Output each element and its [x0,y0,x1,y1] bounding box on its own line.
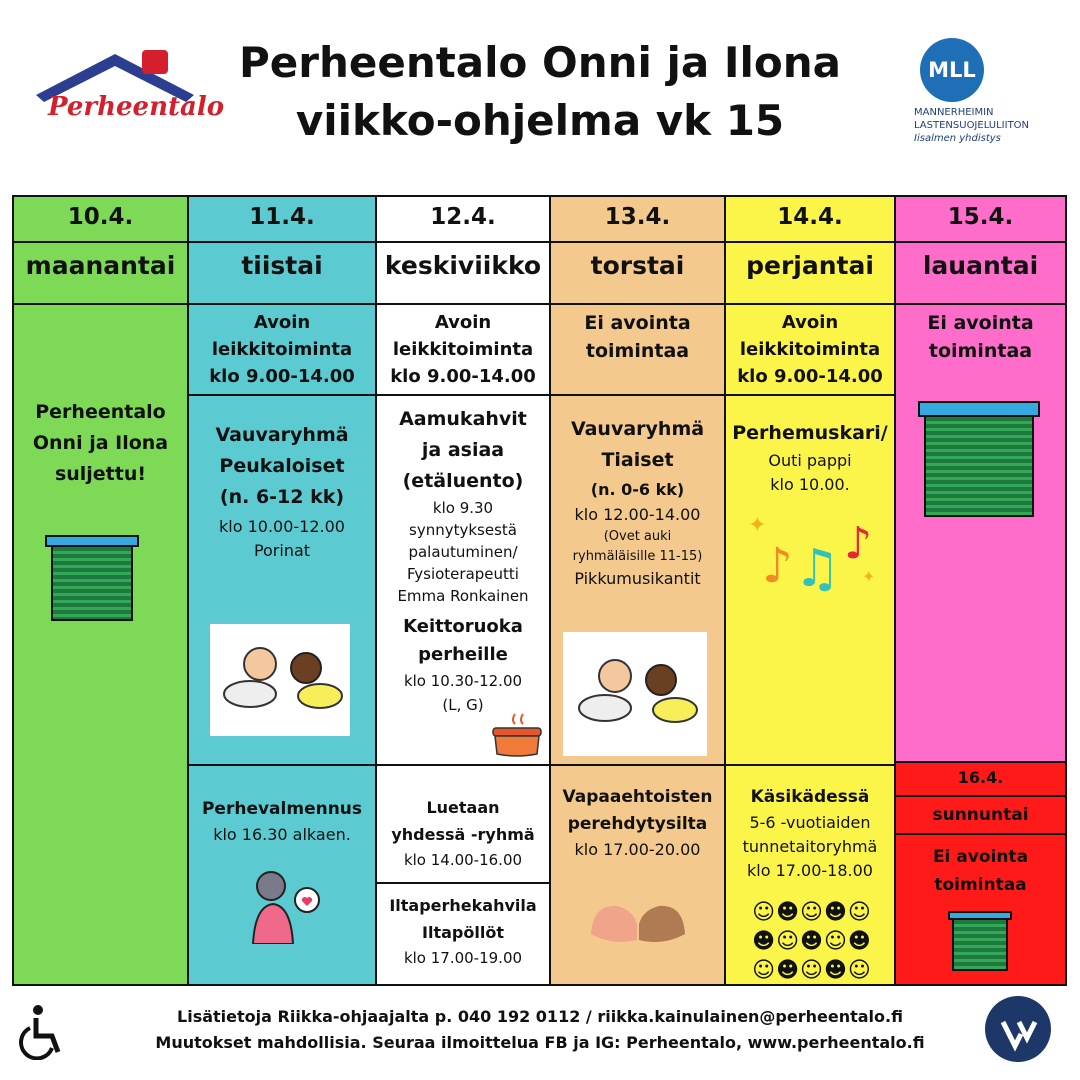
thursday-eve-line3: klo 17.00-20.00 [574,840,701,859]
wednesday-read-line2: yhdessä -ryhmä [391,825,535,844]
mll-logo-line3: Iisalmen yhdistys [914,133,1001,144]
svg-text:♪: ♪ [844,518,873,569]
crawling-babies-illustration [210,624,350,736]
thursday-closed-line2: toimintaa [585,340,690,362]
monday-line2: Onni ja Ilona [32,432,169,454]
mll-logo-badge: MLL [920,38,984,102]
friday-eve-line2: 5-6 -vuotiaiden [749,813,871,832]
date-friday: 14.4. [724,195,896,243]
closed-shutter-icon [45,535,139,621]
emoji-faces-icon: ☺☻☺☻☺ ☻☺☻☺☻ ☺☻☺☻☺ [752,900,872,983]
thursday-closed-cell [549,303,726,396]
day-friday: perjantai [724,241,896,305]
wednesday-open-line3: klo 9.00-14.00 [390,366,536,387]
thursday-baby-line5: (Ovet auki [603,529,672,544]
crawling-babies-illustration [563,632,707,756]
friday-open-line1: Avoin [781,312,839,333]
svg-text:✦: ✦ [748,513,767,538]
date-tuesday: 11.4. [187,195,377,243]
tuesday-eve-line2: klo 16.30 alkaen. [213,825,351,844]
day-saturday: lauantai [894,241,1067,305]
tuesday-baby-line4: klo 10.00-12.00 [219,517,345,536]
sunday-day-name: sunnuntai [894,795,1067,835]
thursday-eve-line1: Vapaaehtoisten [562,787,713,807]
date-wednesday: 12.4. [375,195,551,243]
perheentalo-logo [30,40,225,140]
friday-eve-line3: tunnetaitoryhmä [742,837,878,856]
wednesday-coffee-line3: (etäluento) [402,470,524,492]
tuesday-baby-line2: Peukaloiset [219,455,345,477]
wednesday-soup-line3: klo 10.30-12.00 [403,672,523,690]
wednesday-soup-line2: perheille [418,644,508,665]
saturday-closed-cell [894,303,1067,763]
wednesday-cafe-line1: Iltaperhekahvila [389,896,537,915]
monday-line3: suljettu! [54,463,147,485]
friday-music-line3: klo 10.00. [770,475,850,494]
friday-music-cell [724,394,896,766]
soup-pot-icon [487,710,547,758]
friday-music-line1: Perhemuskari/ [732,422,888,444]
wednesday-read-line1: Luetaan [426,798,500,817]
footer-notice: Muutokset mahdollisia. Seuraa ilmoittelua FB ja IG: Perheentalo, www.perheentalo.fi [155,1033,925,1052]
svg-text:♪: ♪ [762,538,793,592]
closed-shutter-icon [918,401,1040,517]
house-roof-icon [30,40,200,140]
monday-line1: Perheentalo [35,401,166,423]
thursday-evening-cell [549,764,726,986]
footer-contact: Lisätietoja Riikka-ohjaajalta p. 040 192 0112 / riikka.kainulainen@perheentalo.fi [177,1007,903,1026]
mll-logo-line2: LASTENSUOJELULIITON [914,120,1030,131]
veikkaus-badge [985,996,1051,1062]
svg-text:✦: ✦ [862,567,876,586]
tuesday-open-play-cell [187,303,377,396]
babies-icon [210,624,350,736]
thursday-baby-line6: ryhmäläisille 11-15) [572,549,703,564]
wednesday-coffee-line6: palautuminen/ [408,543,518,561]
tuesday-baby-line5: Porinat [253,541,311,560]
tuesday-open-line2: leikkitoiminta [211,339,353,360]
date-saturday: 15.4. [894,195,1067,243]
wednesday-open-line2: leikkitoiminta [392,339,534,360]
tuesday-open-line1: Avoin [253,312,311,333]
wednesday-coffee-line8: Emma Ronkainen [397,587,529,605]
friday-music-line2: Outi pappi [768,451,852,470]
wednesday-soup-line4: (L, G) [442,696,484,714]
wednesday-open-play-cell [375,303,551,396]
wednesday-coffee-line1: Aamukahvit [399,408,527,430]
wednesday-reading-cell [375,764,551,884]
tuesday-baby-line3: (n. 6-12 kk) [219,486,345,508]
wednesday-read-line3: klo 14.00-16.00 [403,851,523,869]
mll-logo [900,30,1060,150]
perheentalo-logo-text: Perheentalo [48,92,225,122]
friday-open-line2: leikkitoiminta [739,339,881,360]
thursday-baby-line2: Tiaiset [601,449,674,471]
day-tuesday: tiistai [187,241,377,305]
thursday-closed-line1: Ei avointa [584,312,691,334]
day-wednesday: keskiviikko [375,241,551,305]
saturday-closed-line2: toimintaa [928,340,1033,362]
mll-logo-line1: MANNERHEIMIN [914,107,994,118]
friday-eve-line4: klo 17.00-18.00 [747,861,873,880]
wednesday-coffee-line4: klo 9.30 [432,499,494,517]
saturday-closed-line1: Ei avointa [927,312,1034,334]
friday-open-play-cell [724,303,896,396]
wednesday-coffee-line7: Fysioterapeutti [407,565,519,583]
monday-closed-cell [12,303,189,986]
thursday-baby-line7: Pikkumusikantit [574,569,701,588]
sunday-closed-line2: toimintaa [934,875,1027,895]
sunday-date: 16.4. [894,761,1067,797]
friday-open-line3: klo 9.00-14.00 [737,366,883,387]
tuesday-open-line3: klo 9.00-14.00 [209,366,355,387]
parent-baby-heart-icon [241,864,331,944]
wednesday-coffee-line5: synnytyksestä [409,521,517,539]
thursday-baby-line1: Vauvaryhmä [570,418,705,440]
wednesday-open-line1: Avoin [434,312,492,333]
tuesday-baby-group-cell [187,394,377,766]
thursday-baby-group-cell [549,394,726,766]
tuesday-evening-cell [187,764,377,986]
page-title-line1: Perheentalo Onni ja Ilona [238,38,842,87]
svg-text:♫: ♫ [794,539,841,592]
friday-evening-cell [724,764,896,986]
date-monday: 10.4. [12,195,189,243]
day-monday: maanantai [12,241,189,305]
page-title [200,34,880,150]
day-thursday: torstai [549,241,726,305]
wednesday-coffee-soup-cell [375,394,551,766]
tuesday-eve-line1: Perhevalmennus [201,799,363,819]
veikkaus-logo-icon [985,996,1051,1062]
wednesday-cafe-line2: Iltapöllöt [422,923,504,942]
thursday-baby-line3: (n. 0-6 kk) [590,480,685,499]
music-notes-icon [748,502,878,592]
thursday-baby-line4: klo 12.00-14.00 [574,505,701,524]
babies-icon [563,632,707,756]
friday-eve-line1: Käsikädessä [750,787,870,807]
sunday-closed-line1: Ei avointa [932,847,1029,867]
page-title-line2: viikko-ohjelma vk 15 [295,96,785,145]
thursday-eve-line2: perehdytysilta [567,814,708,834]
wednesday-cafe-line3: klo 17.00-19.00 [403,949,523,967]
wednesday-soup-line1: Keittoruoka [403,616,523,637]
heart-hands-icon [583,894,693,950]
wednesday-coffee-line2: ja asiaa [421,439,505,461]
wednesday-evening-cafe-cell [375,882,551,986]
date-thursday: 13.4. [549,195,726,243]
tuesday-baby-line1: Vauvaryhmä [215,424,349,446]
sunday-closed-cell [894,833,1067,986]
closed-shutter-icon [948,911,1012,971]
